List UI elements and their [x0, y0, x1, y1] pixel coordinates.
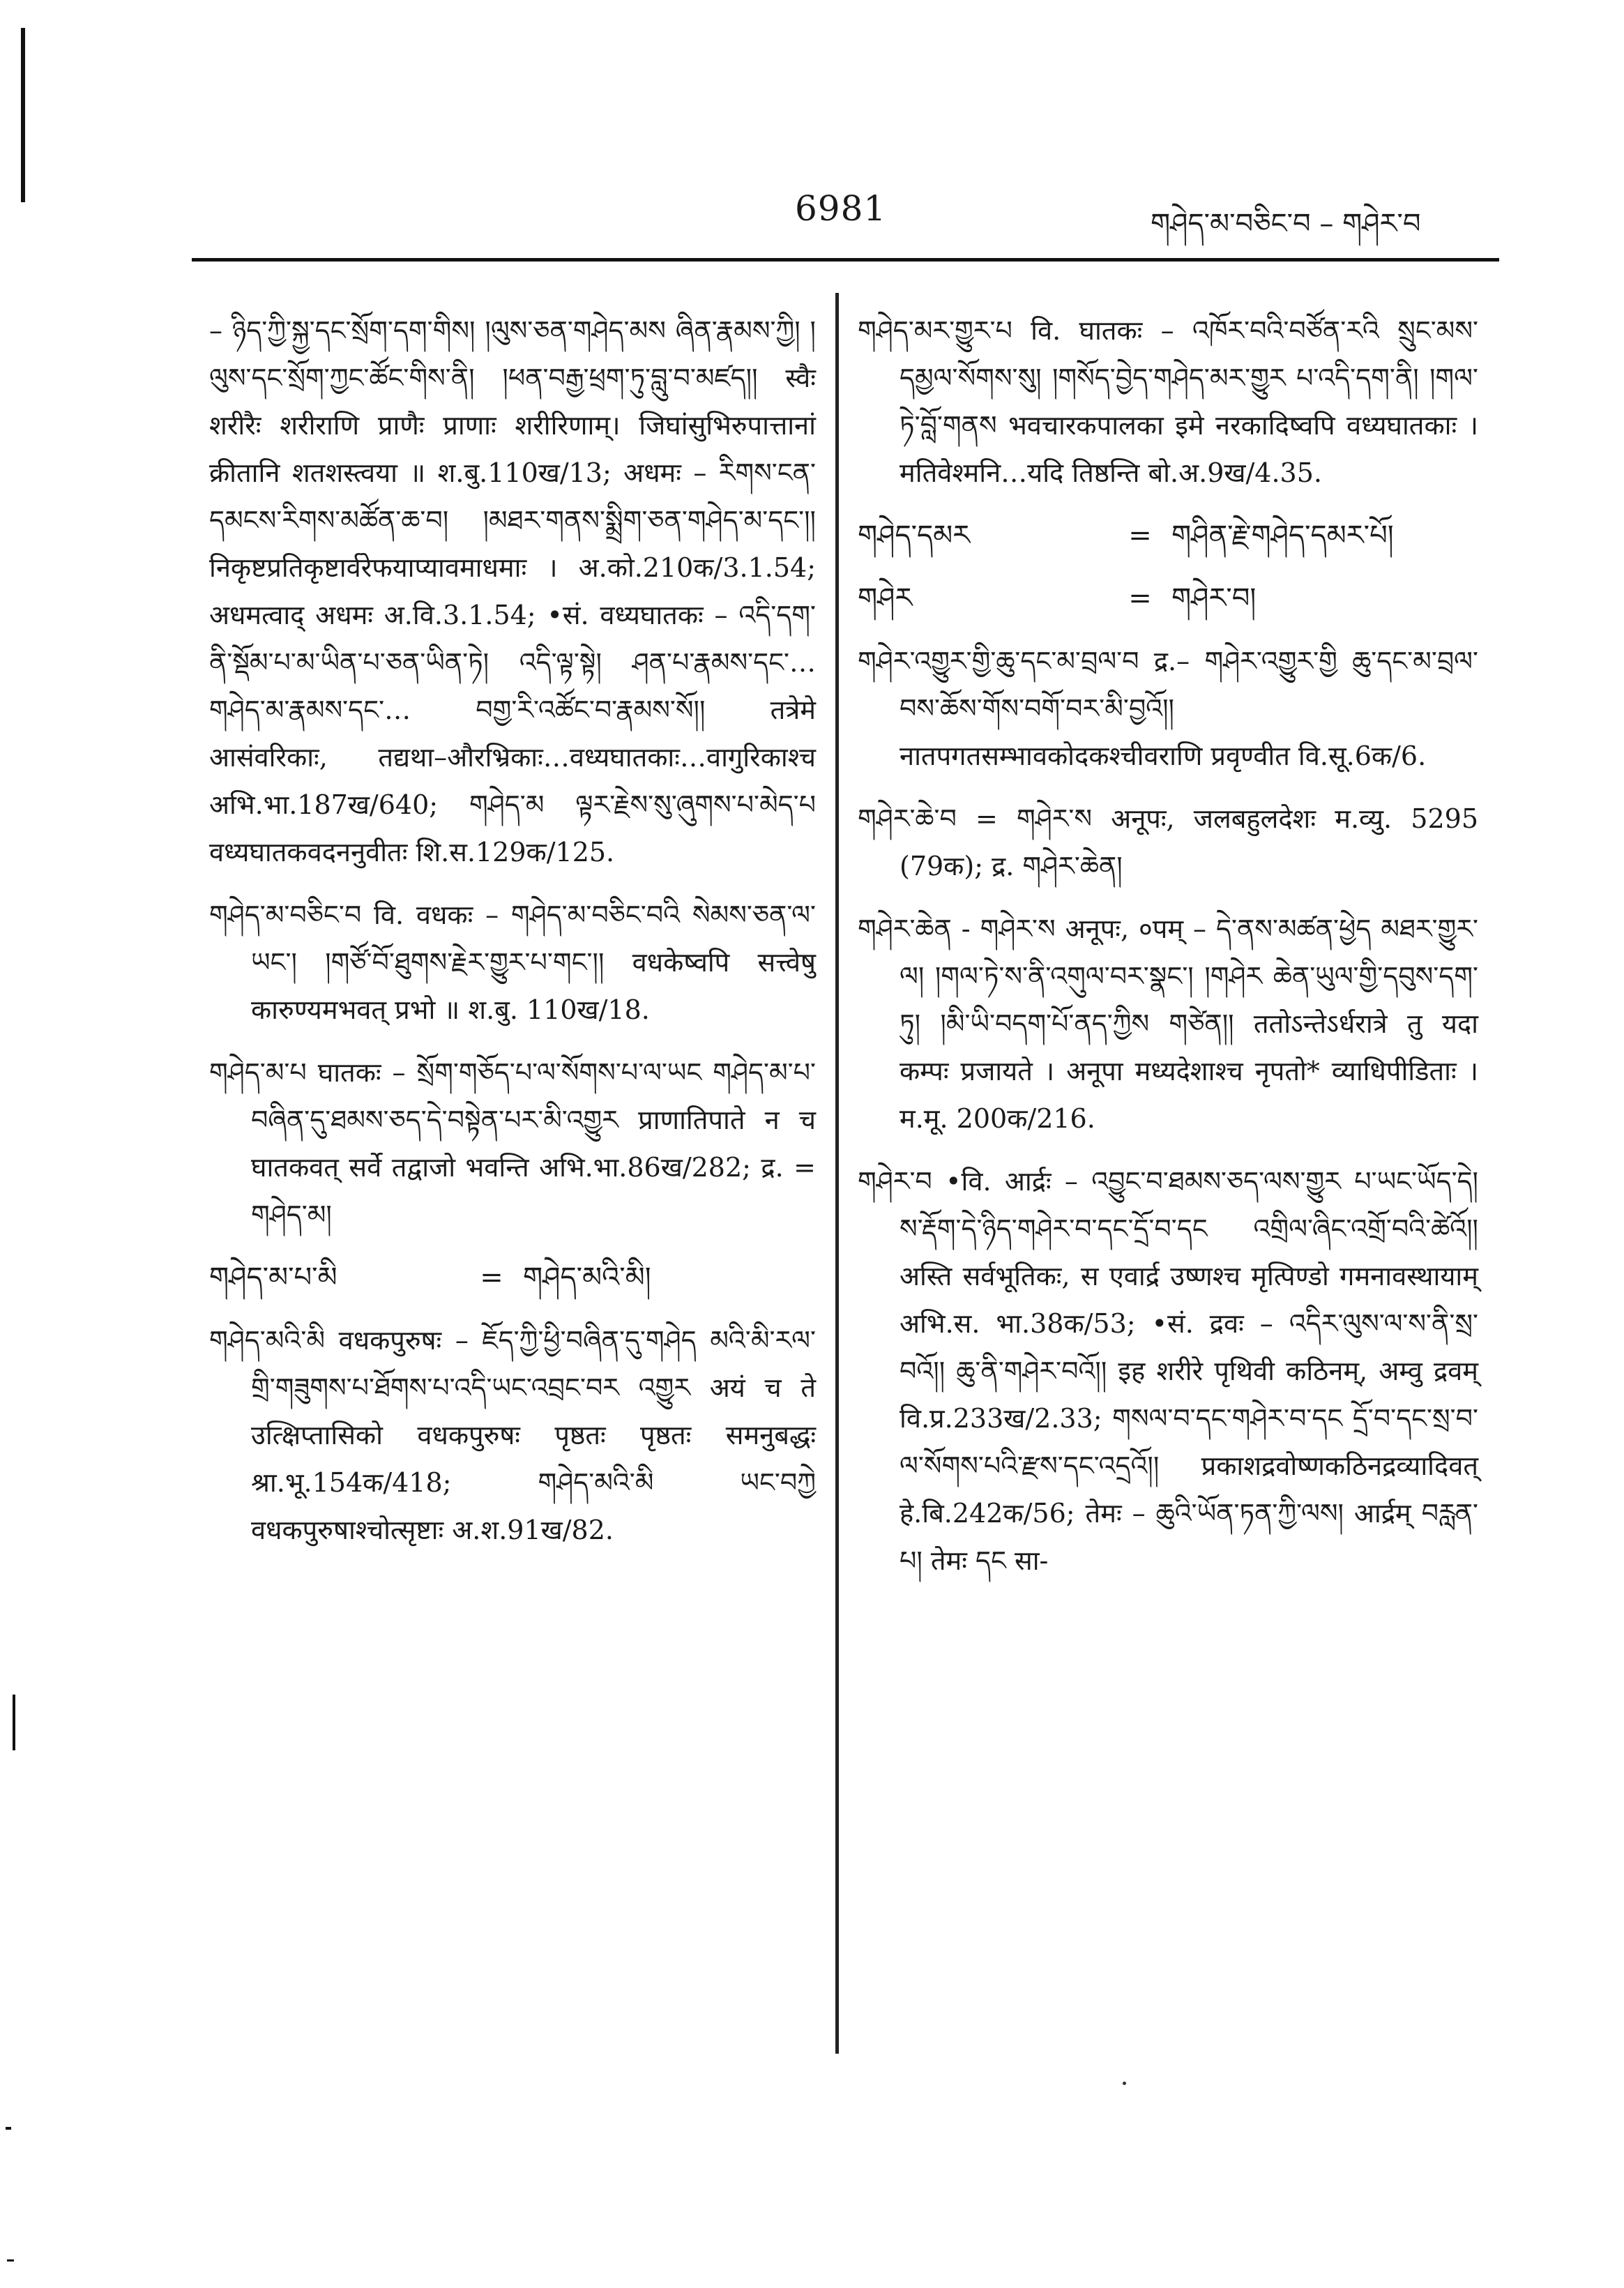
- entry-target: གཤེར་བ།: [1171, 582, 1257, 614]
- left-column: [209, 307, 816, 1569]
- dictionary-entry: གཤེད་མའི་མི वधकपुरुषः – ཇོད་ཀྱི་ཕྱི་བཞིན་དུ་གཤེད མའི་མི་རལ་གྲི་གཟུགས་པ་ཐོགས་པ་འདི་ཡང་འབྲང་བར འགྱུར अयं च ते उत्क्षिप्तासिको वधकपुरुषः पृष्ठतः पृष्ठतः समनुबद्धः श्रा.भू.154क/418; གཤེད་མའི་མི ཡང་བཀྱེ वधकपुरुषाश्चोत्सृष्टाः अ.श.91ख/82.: [209, 1325, 816, 1545]
- header-rule: [192, 258, 1499, 262]
- dictionary-entry: གཤེར་ཆེན - གཤེར་ས अनूपः, ०पम् – དེ་ནས་མཚན་ཕྱེད མཐར་གྱུར་ལ། །གལ་ཏེ་ས་ནི་འགུལ་བར་སྣང་། །གཤེར ཆེན་ཡུལ་གྱི་དབུས་དག་ཏུ། །མི་ཡི་བདག་པོ་ནད་ཀྱིས གཙེན།། ततोऽन्तेऽर्धरात्रे तु यदा कम्पः प्रजायते । अनूपा मध्यदेशाश्च नृपतो* व्याधिपीडिताः । म.मू. 200क/216.: [858, 914, 1478, 1134]
- entry-headword: གཤེད་མ་པ་མི: [209, 1262, 337, 1294]
- running-head: གཤེད་མ་བཅིང་བ – གཤེར་བ: [1151, 208, 1421, 240]
- dictionary-entry: གཤེད་མ་བཅིང་བ वि. वधकः – གཤེད་མ་བཅིང་བའི སེམས་ཅན་ལ་ཡང་། །གཙོ་བོ་ཐུགས་རྗེར་གྱུར་པ་གང་།། वधकेष्वपि सत्त्वेषु कारुण्यमभवत् प्रभो ॥ श.बु. 110ख/18.: [209, 900, 816, 1025]
- dictionary-entry: གཤེར་ཆེ་བ = གཤེར་ས अनूपः, जलबहुलदेशः म.व्यु. 5295 (79क); द्र. གཤེར་ཆེན།: [858, 803, 1478, 881]
- right-column: [858, 307, 1478, 1600]
- scan-edge-mark: [21, 28, 25, 202]
- dictionary-entry: གཤེད་མར་གྱུར་པ वि. घातकः – འཁོར་བའི་བཙོན་རའི སྲུང་མས་དམྱལ་སོགས་སུ། །གསོད་བྱེད་གཤེད་མར་གྱུར པ་འདི་དག་ནི། །གལ་ཏེ་བློ་གནས भवचारकपालका इमे नरकादिष्वपि वध्यघातकाः । मतिवेश्मनि…यदि तिष्ठन्ति बो.अ.9ख/4.35.: [858, 315, 1478, 488]
- equals-sign: =: [1128, 582, 1152, 614]
- cross-reference-entry: [858, 575, 1478, 622]
- equals-sign: =: [1128, 520, 1152, 552]
- page-number: 6981: [795, 188, 887, 229]
- entry-headword: གཤེད་དམར: [858, 520, 971, 552]
- scan-edge-mark: [6, 2127, 11, 2130]
- scan-edge-mark: [7, 2259, 14, 2262]
- dictionary-entry: གཤེར་བ •वि. आर्द्रः – འབྱུང་བ་ཐམས་ཅད་ལས་གྱུར པ་ཡང་ཡོད་དེ། ས་རྡོག་དེ་ཉིད་གཤེར་བ་དང་དྲོ་བ་དང འགྲིལ་ཞིང་འགྲོ་བའི་ཚེའོ།། अस्ति सर्वभूतिकः, स एवार्द्र उष्णश्च मृत्पिण्डो गमनावस्थायाम् अभि.स. भा.38क/53; •सं. द्रवः – འདིར་ལུས་ལ་ས་ནི་སྲ་བའོ།། ཆུ་ནི་གཤེར་བའོ།། इह शरीरे पृथिवी कठिनम्, अम्वु द्रवम् वि.प्र.233ख/2.33; གསལ་བ་དང་གཤེར་བ་དང དྲོ་བ་དང་སྲ་བ་ལ་སོགས་པའི་རྫས་དང་འདྲའོ།། प्रकाशद्रवोष्णकठिनद्रव्यादिवत् हे.बि.242क/56; तेमः – ཆུའི་ཡོན་ཏན་ཀྱི་ལས། आर्द्रम् བརླན་པ། तेमः དང सा-: [858, 1166, 1478, 1576]
- column-divider: [835, 293, 839, 2054]
- cross-reference-entry: [209, 1254, 816, 1301]
- dictionary-entry: གཤེད་མ་པ घातकः – སྲོག་གཅོད་པ་ལ་སོགས་པ་ལ་ཡང གཤེད་མ་པ་བཞིན་དུ་ཐམས་ཅད་དེ་བསྟེན་པར་མི་འགྱུར प्राणातिपाते न च घातकवत् सर्वे तद्वाजो भवन्ति अभि.भा.86ख/282; द्र. = གཤེད་མ།: [209, 1057, 816, 1230]
- dictionary-entry: – ཉིད་ཀྱི་སྐྱ་དང་སྲོག་དག་གིས། །ལུས་ཅན་གཤེད་མས ཞིན་རྣམས་ཀྱི། །ལུས་དང་སྲོག་ཀྱང་ཚོང་གིས་ནི། །ཕན་བརྒྱ་ཕྲག་ཏུ་བླུ་བ་མཛད།། स्वैः शरीरैः शरीराणि प्राणैः प्राणाः शरीरिणाम्। जिघांसुभिरुपात्तानां क्रीतानि शतशस्त्वया ॥ श.बु.110ख/13; अधमः – རིགས་ངན་དམངས་རིགས་མཚོན་ཆ་བ། །མཐར་གནས་སྨྲིག་ཅན་གཤེད་མ་དང་།། निकृष्टप्रतिकृष्टार्वरेफयाप्यावमाधमाः । अ.को.210क/3.1.54; अधमत्वाद् अधमः अ.वि.3.1.54; •सं. वध्यघातकः – འདི་དག་ནི་སྡོམ་པ་མ་ཡིན་པ་ཅན་ཡིན་ཏེ། འདི་ལྟ་སྟེ། ཤན་པ་རྣམས་དང་…གཤེད་མ་རྣམས་དང་… བགྱ་རི་འཚོང་བ་རྣམས་སོ།། तत्रेमे आसंवरिकाः, तद्यथा–औरभ्रिकाः…वध्यघातकाः…वागुरिकाश्च अभि.भा.187ख/640; གཤེད་མ ལྟར་རྗེས་སུ་ཞུགས་པ་མེད་པ वध्यघातकवदननुवीतः शि.स.129क/125.: [209, 315, 816, 868]
- entry-headword: གཤེར: [858, 582, 913, 614]
- scan-edge-mark: [13, 1695, 15, 1750]
- entry-target: གཤེད་མའི་མི།: [523, 1262, 651, 1294]
- equals-sign: =: [480, 1262, 503, 1294]
- dictionary-entry: གཤེར་འགྱུར་གྱི་ཆུ་དང་མ་བྲལ་བ द्र.– གཤེར་འགྱུར་གྱི ཆུ་དང་མ་བྲལ་བས་ཆོས་གོས་བགོ་བར་མི་བྱའོ།། नातपगतसम्भावकोदकश्चीवराणि प्रवृण्वीत वि.सू.6क/6.: [858, 646, 1478, 771]
- cross-reference-entry: [858, 512, 1478, 559]
- stray-dot: [1123, 2082, 1126, 2085]
- entry-target: གཤིན་རྗེ་གཤེད་དམར་པོ།: [1171, 520, 1394, 552]
